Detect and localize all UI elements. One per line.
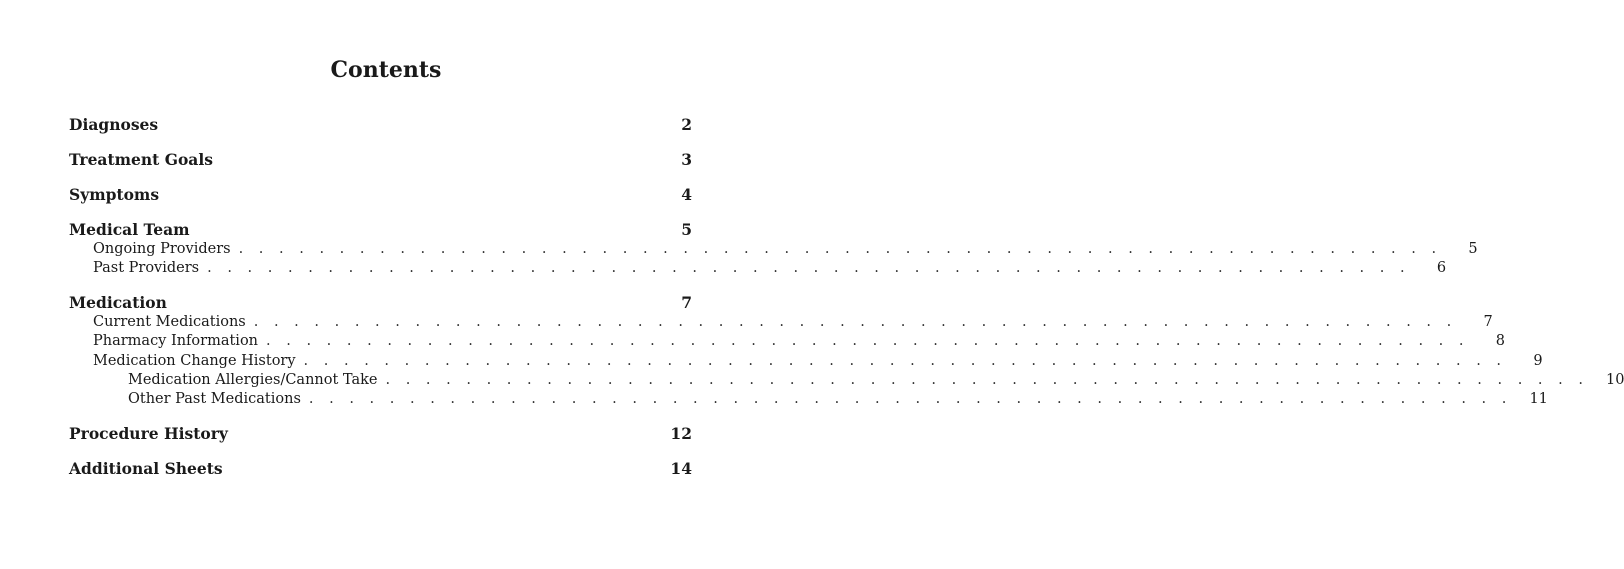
toc-subsection-ongoing-providers[interactable] <box>93 239 1478 259</box>
toc-entry-label: Symptoms <box>69 185 160 204</box>
toc-entry-label: Current Medications <box>93 314 246 330</box>
toc-entry-label: Pharmacy Information <box>93 333 259 349</box>
toc-section-additional-sheets[interactable] <box>69 459 692 479</box>
toc-subsection-past-providers[interactable] <box>93 258 1447 278</box>
toc-entry-label: Diagnoses <box>69 115 159 134</box>
page-title: Contents <box>330 57 442 83</box>
dot-leader: . . . . . . . . . . . . . . . . . . . . . . . . . . . . . . . . . . . . . . . . . . . . . . . . . . . . . . . . . . . . <box>207 260 1411 276</box>
toc-page-number: 2 <box>681 115 692 134</box>
toc-entry-label: Medical Team <box>69 220 190 239</box>
toc-entry-label: Past Providers <box>93 260 200 276</box>
toc-page-number: 9 <box>1533 353 1543 369</box>
toc-page-number: 4 <box>681 185 692 204</box>
dot-leader: . . . . . . . . . . . . . . . . . . . . . . . . . . . . . . . . . . . . . . . . . . . . . . . . . . . . . . . . . . . . <box>238 241 1442 257</box>
toc-entry-label: Medication <box>69 293 167 312</box>
toc-section-diagnoses[interactable] <box>69 115 692 135</box>
toc-page-number: 10 <box>1606 372 1624 388</box>
toc-entry-label: Additional Sheets <box>69 459 223 478</box>
toc-subsubsection-other-past-medications[interactable] <box>128 389 1548 409</box>
toc-section-medication[interactable] <box>69 293 692 313</box>
toc-entry-label: Treatment Goals <box>69 150 213 169</box>
toc-subsubsection-medication-allergies[interactable] <box>128 370 1624 390</box>
toc-subsection-pharmacy-information[interactable] <box>93 331 1506 351</box>
toc-entry-label: Other Past Medications <box>128 391 301 407</box>
dot-leader: . . . . . . . . . . . . . . . . . . . . . . . . . . . . . . . . . . . . . . . . . . . . . . . . . . . . . . . . . . . . <box>308 391 1512 407</box>
dot-leader: . . . . . . . . . . . . . . . . . . . . . . . . . . . . . . . . . . . . . . . . . . . . . . . . . . . . . . . . . . . . <box>266 333 1470 349</box>
toc-page-number: 3 <box>681 150 692 169</box>
toc-subsection-medication-change-history[interactable] <box>93 351 1543 371</box>
toc-page-number: 7 <box>681 293 692 312</box>
toc-page-number: 14 <box>670 459 692 478</box>
toc-subsection-current-medications[interactable] <box>93 312 1493 332</box>
toc-entry-label: Medication Change History <box>93 353 296 369</box>
toc-page-number: 11 <box>1529 391 1548 407</box>
toc-page-number: 5 <box>681 220 692 239</box>
toc-entry-label: Medication Allergies/Cannot Take <box>128 372 378 388</box>
toc-entry-label: Procedure History <box>69 424 228 443</box>
toc-page-number: 12 <box>670 424 692 443</box>
dot-leader: . . . . . . . . . . . . . . . . . . . . . . . . . . . . . . . . . . . . . . . . . . . . . . . . . . . . . . . . . . . . <box>253 314 1457 330</box>
dot-leader: . . . . . . . . . . . . . . . . . . . . . . . . . . . . . . . . . . . . . . . . . . . . . . . . . . . . . . . . . . . . <box>385 372 1589 388</box>
toc-page-number: 6 <box>1436 260 1447 276</box>
toc-section-medical-team[interactable] <box>69 220 692 240</box>
toc-entry-label: Ongoing Providers <box>93 241 231 257</box>
toc-section-symptoms[interactable] <box>69 185 692 205</box>
dot-leader: . . . . . . . . . . . . . . . . . . . . . . . . . . . . . . . . . . . . . . . . . . . . . . . . . . . . . . . . . . . . <box>303 353 1507 369</box>
toc-section-procedure-history[interactable] <box>69 424 692 444</box>
toc-page-number: 8 <box>1495 333 1506 349</box>
toc-page-number: 5 <box>1468 241 1478 257</box>
toc-section-treatment-goals[interactable] <box>69 150 692 170</box>
toc-page-number: 7 <box>1483 314 1493 330</box>
